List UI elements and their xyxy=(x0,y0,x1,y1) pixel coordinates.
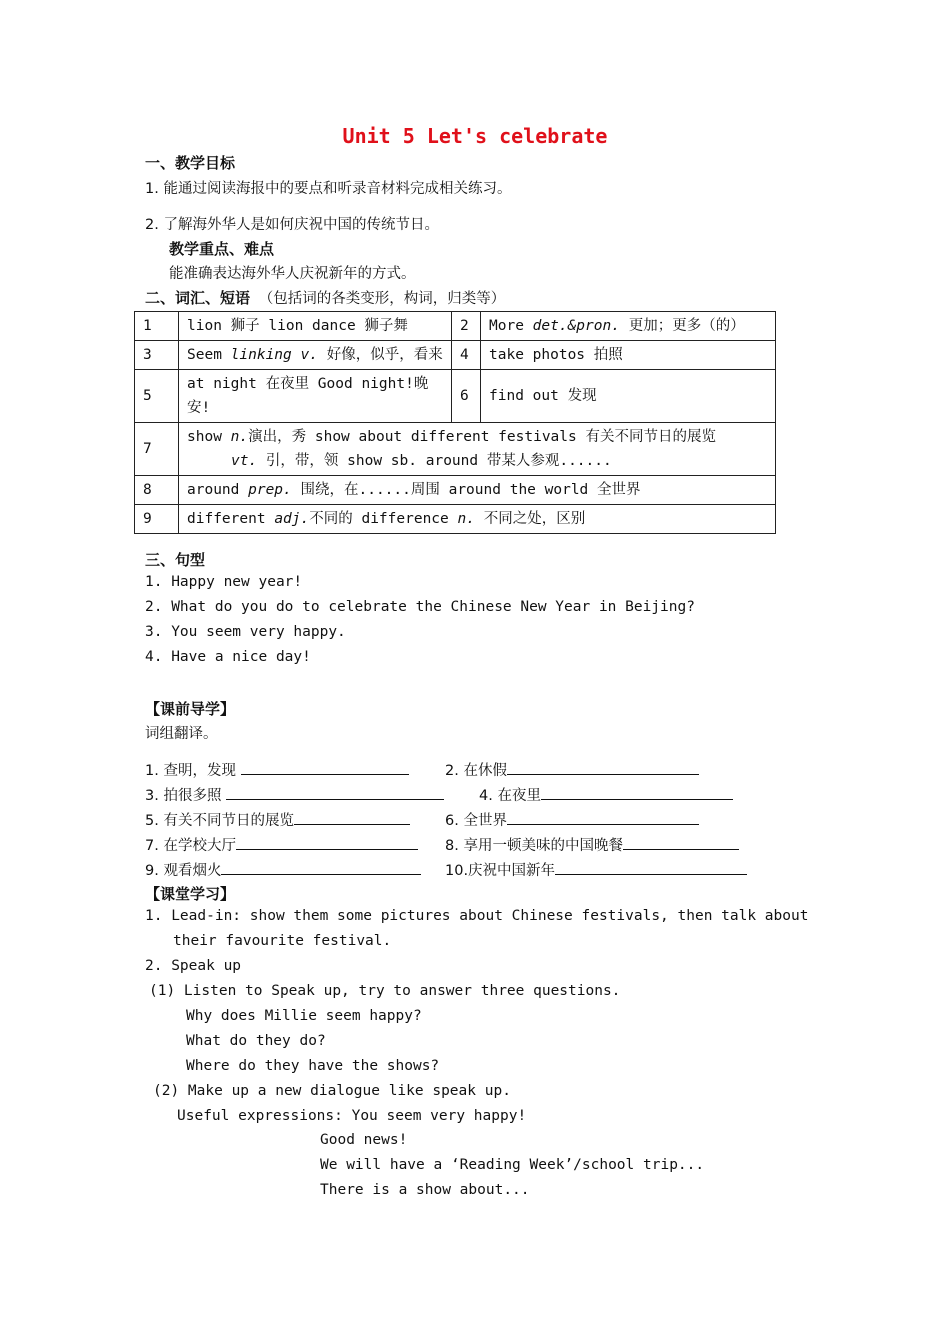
expression-3: There is a show about... xyxy=(320,1182,530,1198)
inclass-heading: 【课堂学习】 xyxy=(145,885,236,903)
table-cell: around prep. 围绕，在......周围 around the world 全世界 xyxy=(179,476,776,505)
vocab-note: （包括词的各类变形，构词，归类等） xyxy=(258,291,506,307)
speak-up-heading: 2. Speak up xyxy=(145,958,242,974)
translate-item-10: 10.庆祝中国新年 xyxy=(445,859,747,880)
sentence-4: 4. Have a nice day! xyxy=(145,649,311,665)
translate-item-9: 9. 观看烟火 xyxy=(145,859,421,880)
table-cell-number: 4 xyxy=(452,341,481,370)
table-row xyxy=(135,370,776,423)
translate-item-4: 4. 在夜里 xyxy=(479,784,733,805)
table-cell-number: 6 xyxy=(452,370,481,423)
task-2: (2) Make up a new dialogue like speak up. xyxy=(153,1083,511,1099)
table-cell-number: 5 xyxy=(135,370,179,423)
translate-item-6: 6. 全世界 xyxy=(445,809,699,830)
question-3: Where do they have the shows? xyxy=(186,1058,440,1074)
expression-2: We will have a ‘Reading Week’/school trip... xyxy=(320,1157,705,1173)
question-2: What do they do? xyxy=(186,1033,326,1049)
useful-expressions: Useful expressions: You seem very happy! xyxy=(177,1108,527,1124)
table-row xyxy=(135,476,776,505)
sentence-2: 2. What do you do to celebrate the Chinese New Year in Beijing? xyxy=(145,599,695,615)
translate-item-8: 8. 享用一顿美味的中国晚餐 xyxy=(445,834,739,855)
translate-item-7: 7. 在学校大厅 xyxy=(145,834,418,855)
task-1: (1) Listen to Speak up, try to answer three questions. xyxy=(149,983,621,999)
table-cell: More det.&pron. 更加；更多（的） xyxy=(481,312,776,341)
objective-1: 1. 能通过阅读海报中的要点和听录音材料完成相关练习。 xyxy=(145,181,512,197)
table-cell-number: 9 xyxy=(135,505,179,534)
section-heading-objectives: 一、教学目标 xyxy=(145,154,236,172)
translate-item-3: 3. 拍很多照 xyxy=(145,784,444,805)
section-heading-vocab: 二、词汇、短语 xyxy=(145,289,251,307)
table-cell: find out 发现 xyxy=(481,370,776,423)
leadin-line-1: 1. Lead-in: show them some pictures about Chinese festivals, then talk about xyxy=(145,908,809,924)
key-points-text: 能准确表达海外华人庆祝新年的方式。 xyxy=(169,266,416,282)
translate-item-5: 5. 有关不同节日的展览 xyxy=(145,809,410,830)
preclass-heading: 【课前导学】 xyxy=(145,700,236,718)
table-cell-number: 1 xyxy=(135,312,179,341)
page-title: Unit 5 Let's celebrate xyxy=(342,124,608,148)
vocab-table xyxy=(134,311,776,534)
table-row xyxy=(135,423,776,476)
translate-item-1: 1. 查明，发现 xyxy=(145,759,409,780)
vocab-heading-line xyxy=(145,287,505,308)
table-cell: take photos 拍照 xyxy=(481,341,776,370)
leadin-line-2: their favourite festival. xyxy=(173,933,392,949)
table-cell: Seem linking v. 好像，似乎，看来 xyxy=(179,341,452,370)
objective-2: 2. 了解海外华人是如何庆祝中国的传统节日。 xyxy=(145,217,439,233)
table-cell-number: 7 xyxy=(135,423,179,476)
key-points-heading: 教学重点、难点 xyxy=(169,240,275,258)
table-cell: at night 在夜里 Good night!晚安! xyxy=(179,370,452,423)
table-cell-number: 3 xyxy=(135,341,179,370)
question-1: Why does Millie seem happy? xyxy=(186,1008,422,1024)
table-cell-number: 8 xyxy=(135,476,179,505)
table-row xyxy=(135,341,776,370)
table-cell: lion 狮子 lion dance 狮子舞 xyxy=(179,312,452,341)
table-row xyxy=(135,505,776,534)
table-cell: different adj.不同的 difference n. 不同之处，区别 xyxy=(179,505,776,534)
table-row xyxy=(135,312,776,341)
table-cell-number: 2 xyxy=(452,312,481,341)
preclass-subheading: 词组翻译。 xyxy=(145,726,218,742)
sentence-3: 3. You seem very happy. xyxy=(145,624,346,640)
translate-item-2: 2. 在休假 xyxy=(445,759,699,780)
sentence-1: 1. Happy new year! xyxy=(145,574,303,590)
table-cell: show n.演出，秀 show about different festivals 有关不同节日的展览 vt. 引，带，领 show sb. around 带某人参观...... xyxy=(179,423,776,476)
section-heading-sentences: 三、句型 xyxy=(145,551,206,569)
expression-1: Good news! xyxy=(320,1132,408,1148)
